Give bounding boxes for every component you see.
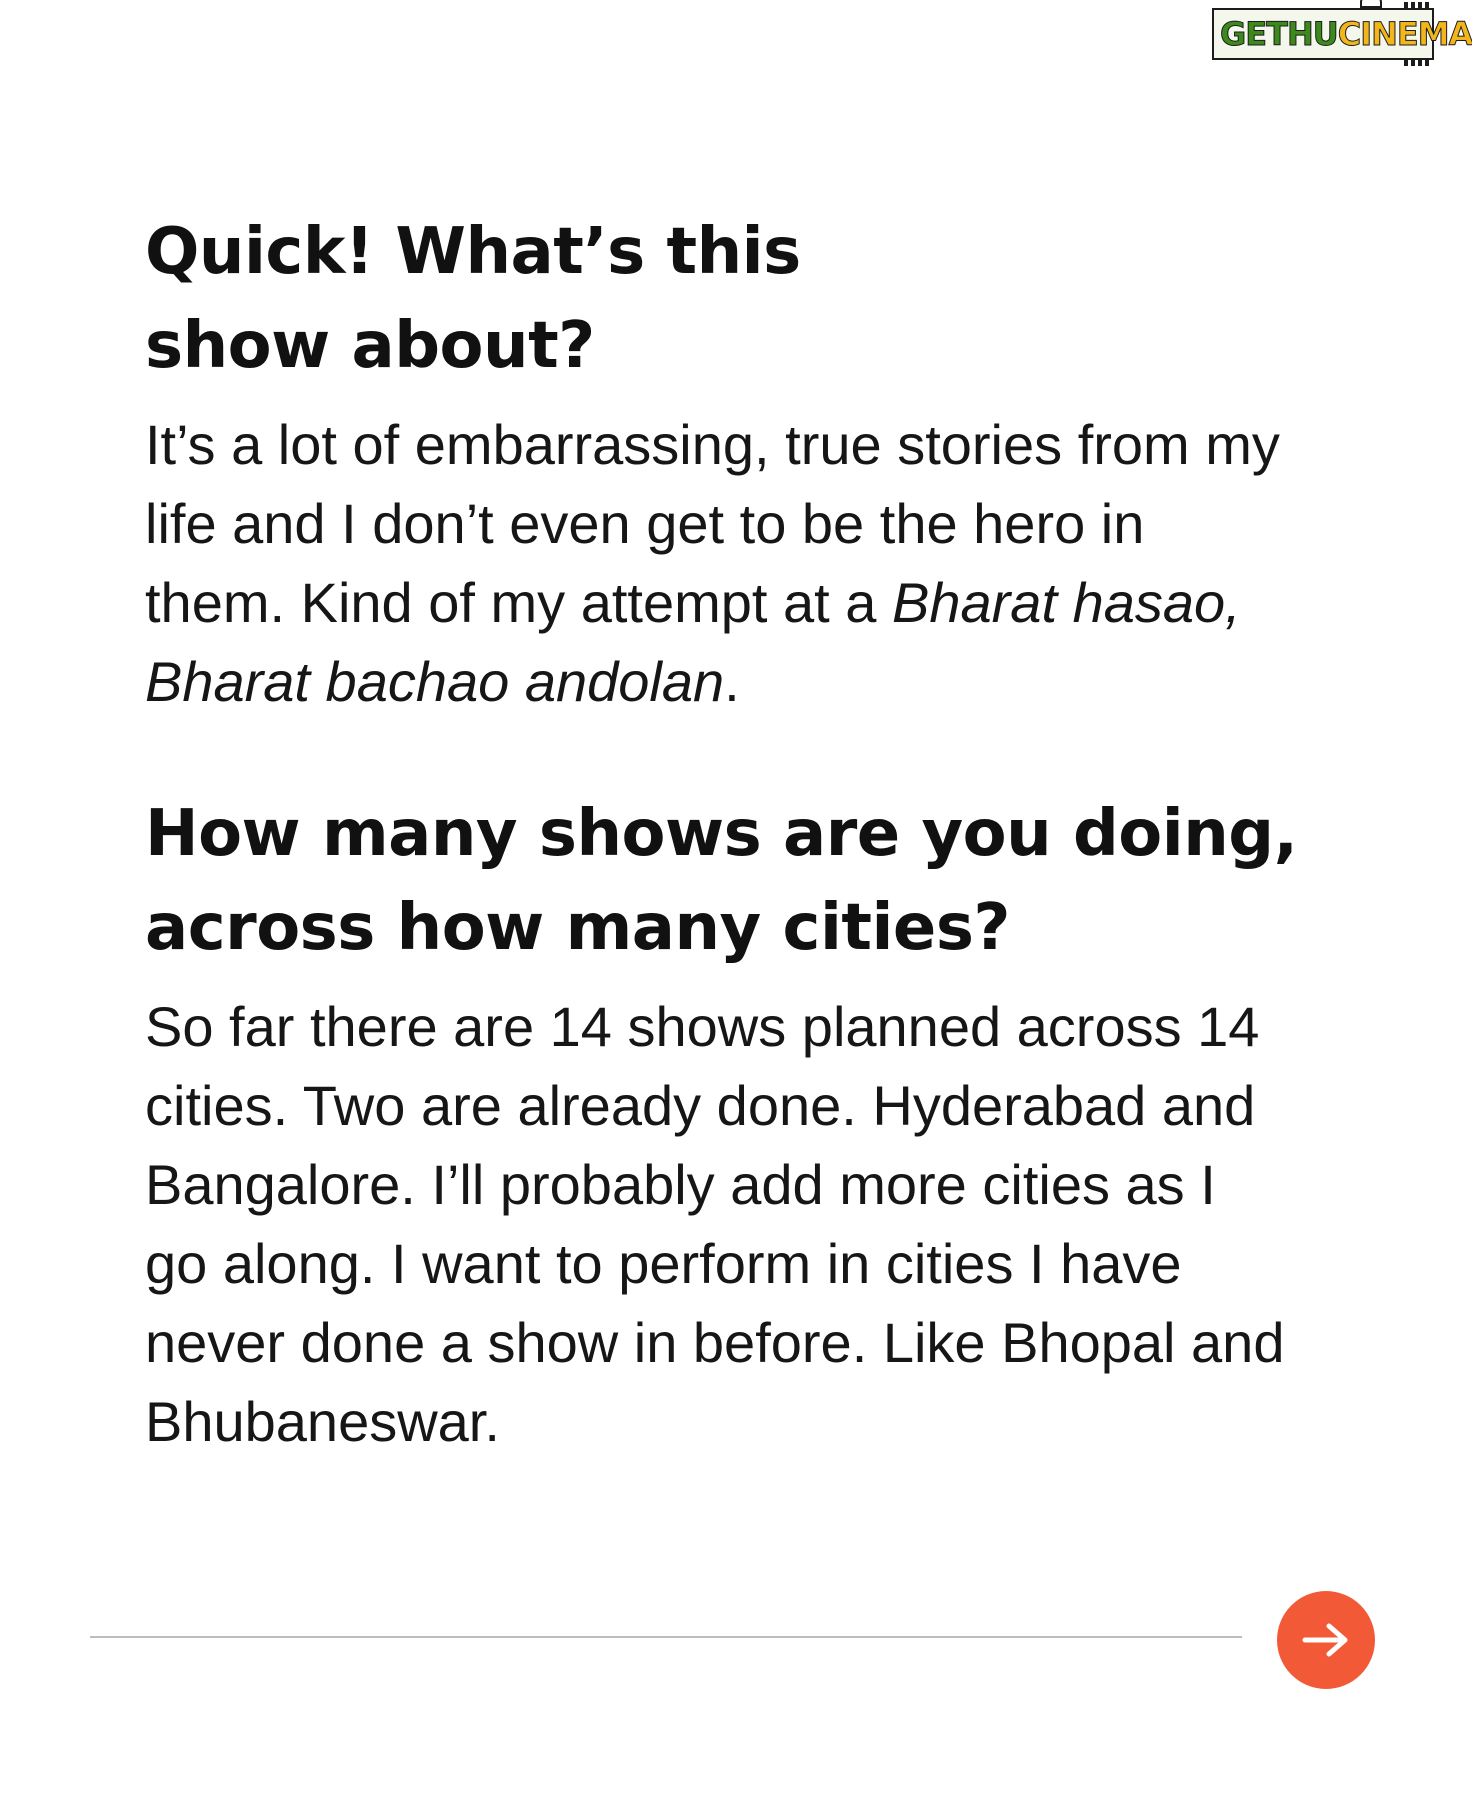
answer-paragraph-1 [145, 405, 1285, 721]
question-heading-1: Quick! What’s this show about? [145, 215, 801, 383]
answer-1-italic-phrase: Bharat hasao, Bharat bachao andolan [145, 571, 1241, 713]
article-content [145, 205, 1305, 1461]
answer-1-period: . [724, 650, 740, 713]
logo-text-cinema: CINEMA [1337, 15, 1472, 53]
gethu-cinema-logo [1212, 8, 1472, 60]
camera-icon [1360, 0, 1382, 8]
film-strip-icon [1404, 2, 1432, 8]
bottom-divider [90, 1636, 1242, 1638]
arrow-right-icon [1301, 1620, 1351, 1660]
question-heading-2: How many shows are you doing, across how many cities? [145, 797, 1298, 965]
answer-paragraph-2: So far there are 14 shows planned across 14 cities. Two are already done. Hyderabad and Bangalore. I’ll probably add more cities as I go along. I want to perform in cities I have never done a show in before. Like Bhopal and Bhubaneswar. [145, 995, 1285, 1453]
film-strip-icon [1404, 60, 1432, 66]
answer-1-text: It’s a lot of embarrassing, true stories from my life and I don’t even get to be the hero in them. Kind of my attempt at a [145, 413, 1280, 634]
next-slide-button[interactable] [1277, 1591, 1375, 1689]
logo-text-gethu: GETHU [1220, 15, 1338, 53]
